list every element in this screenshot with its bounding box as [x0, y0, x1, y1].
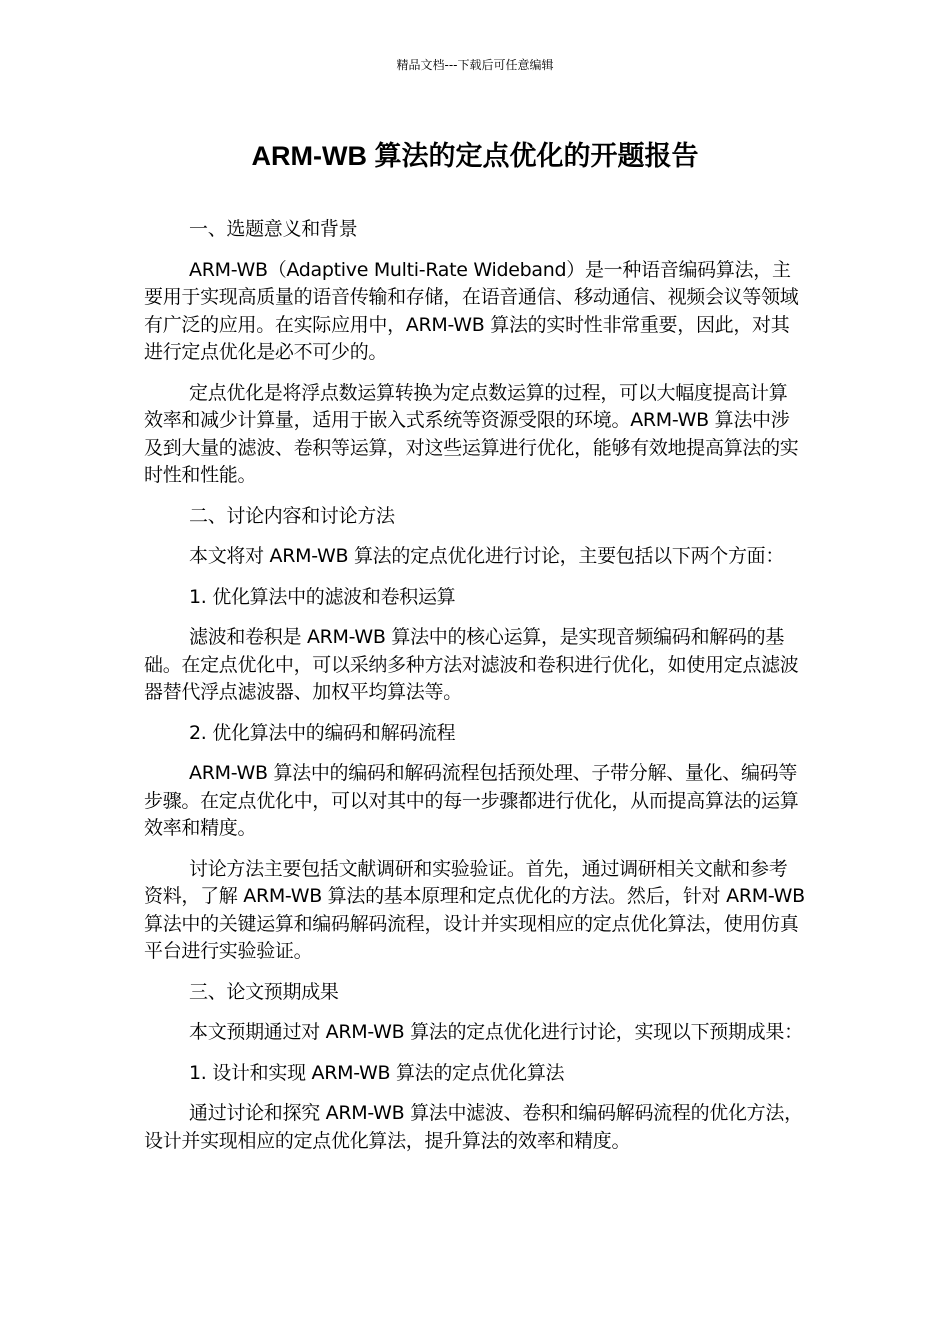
- paragraph-method: 讨论方法主要包括文献调研和实验验证。首先，通过调研相关文献和参考资料，了解 ARM-WB 算法的基本原理和定点优化的方法。然后，针对 ARM-WB 算法中的关键运算和编码解码流程，设计并实现相应的定点优化算法，使用仿真平台进行实验验证。: [144, 857, 805, 962]
- paragraph-expected-overview: 本文预期通过对 ARM-WB 算法的定点优化进行讨论，实现以下预期成果：: [189, 1021, 803, 1043]
- subheading-filter-convolution: 1. 优化算法中的滤波和卷积运算: [189, 585, 456, 608]
- section-heading-expected-results: 三、论文预期成果: [189, 980, 339, 1003]
- subheading-encode-decode: 2. 优化算法中的编码和解码流程: [189, 721, 456, 744]
- section-heading-content-method: 二、讨论内容和讨论方法: [189, 504, 395, 527]
- paragraph-arm-wb-intro: ARM-WB（Adaptive Multi-Rate Wideband）是一种语音编码算法，主要用于实现高质量的语音传输和存储，在语音通信、移动通信、视频会议等领域有广泛的应用。在实际应用中，ARM-WB 算法的实时性非常重要，因此，对其进行定点优化是必不可少的。: [144, 258, 799, 363]
- paragraph-encode-decode: ARM-WB 算法中的编码和解码流程包括预处理、子带分解、量化、编码等步骤。在定点优化中，可以对其中的每一步骤都进行优化，从而提高算法的运算效率和精度。: [144, 762, 799, 839]
- section-heading-background: 一、选题意义和背景: [189, 218, 358, 240]
- paragraph-design-implement: 通过讨论和探究 ARM-WB 算法中滤波、卷积和编码解码流程的优化方法，设计并实现相应的定点优化算法，提升算法的效率和精度。: [144, 1102, 803, 1152]
- document-body: [144, 216, 806, 1168]
- subheading-design-implement: 1. 设计和实现 ARM-WB 算法的定点优化算法: [189, 1061, 565, 1084]
- document-title: ARM-WB 算法的定点优化的开题报告: [251, 141, 699, 171]
- paragraph-discussion-overview: 本文将对 ARM-WB 算法的定点优化进行讨论，主要包括以下两个方面：: [189, 545, 785, 567]
- paragraph-filter-convolution: 滤波和卷积是 ARM-WB 算法中的核心运算，是实现音频编码和解码的基础。在定点优化中，可以采纳多种方法对滤波和卷积进行优化，如使用定点滤波器替代浮点滤波器、加权平均算法等。: [144, 626, 799, 703]
- page-header-note: 精品文档---下载后可任意编辑: [396, 58, 554, 72]
- paragraph-fixed-point-intro: 定点优化是将浮点数运算转换为定点数运算的过程，可以大幅度提高计算效率和减少计算量，适用于嵌入式系统等资源受限的环境。ARM-WB 算法中涉及到大量的滤波、卷积等运算，对这些运算进行优化，能够有效地提高算法的实时性和性能。: [144, 381, 799, 486]
